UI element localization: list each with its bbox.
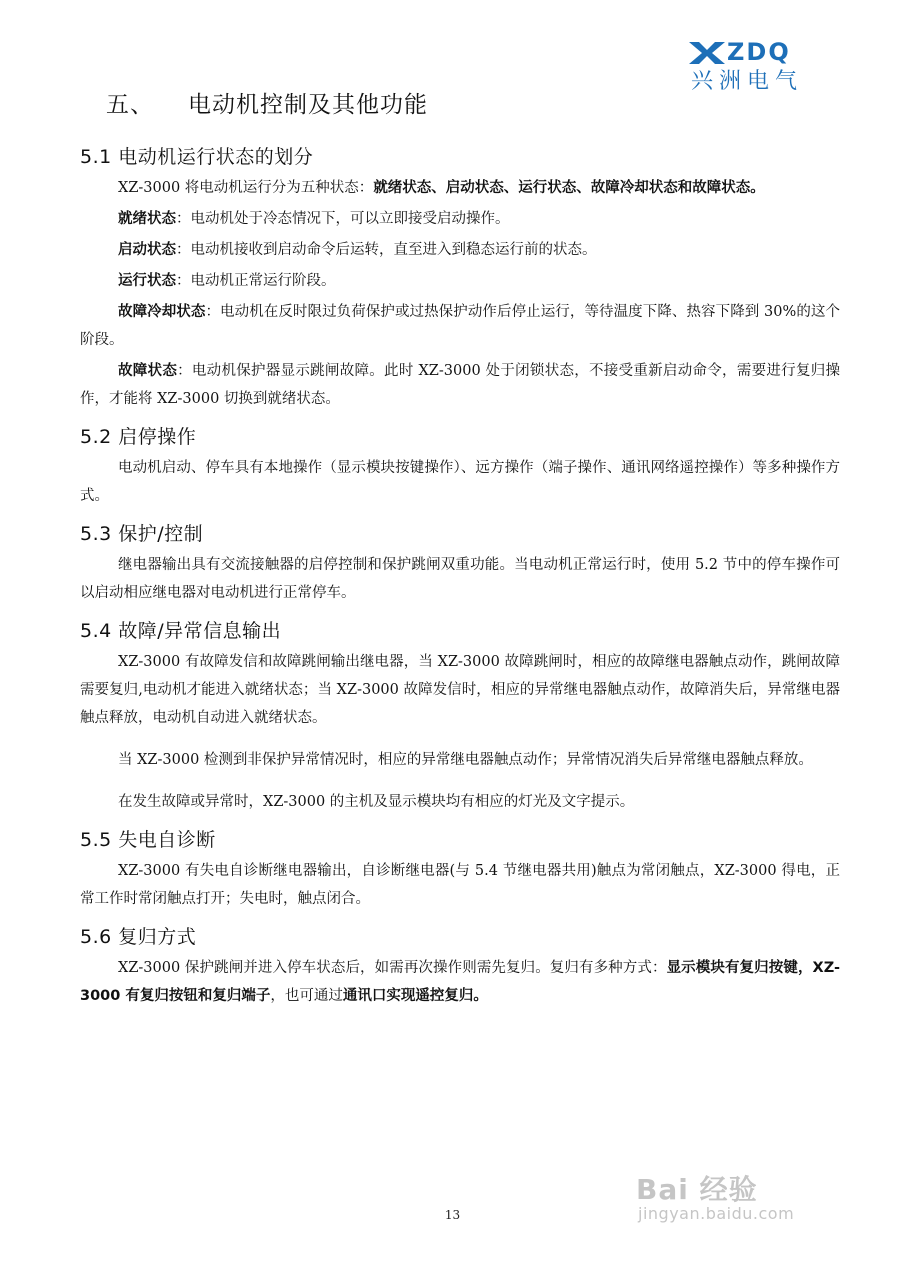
watermark-brand: Bai 经验 xyxy=(636,1173,758,1206)
company-logo xyxy=(687,38,837,92)
paragraph: XZ-3000 有失电自诊断继电器输出，自诊断继电器(与 5.4 节继电器共用)触点为常闭触点，XZ-3000 得电，正常工作时常闭触点打开；失电时，触点闭合。 xyxy=(80,863,840,907)
state-start xyxy=(80,236,840,264)
text: XZ-3000 保护跳闸并进入停车状态后，如需再次操作则需先复归。复归有多种方式： xyxy=(118,960,667,976)
section-heading: 5.5 失电自诊断 xyxy=(80,829,216,851)
document-body xyxy=(80,143,840,1010)
bold-text: 就绪状态、启动状态、运行状态、故障冷却状态和故障状态。 xyxy=(373,180,765,196)
state-fault xyxy=(80,357,840,413)
logo-chinese-name: 兴洲电气 xyxy=(691,69,804,94)
state-run xyxy=(80,267,840,295)
section-5-5 xyxy=(80,826,840,913)
section-heading: 5.1 电动机运行状态的划分 xyxy=(80,146,314,168)
state-label: 故障状态 xyxy=(118,363,178,379)
section-heading: 5.4 故障/异常信息输出 xyxy=(80,620,282,642)
section-heading: 5.6 复归方式 xyxy=(80,926,197,948)
text: XZ-3000 将电动机运行分为五种状态： xyxy=(118,180,374,196)
paragraph: 当 XZ-3000 检测到非保护异常情况时，相应的异常继电器触点动作；异常情况消失后异常继电器触点释放。 xyxy=(118,752,813,768)
page-number: 13 xyxy=(444,1208,461,1222)
section-heading: 5.3 保护/控制 xyxy=(80,523,204,545)
text: ，也可通过 xyxy=(270,988,343,1004)
paragraph xyxy=(80,174,840,202)
state-label: 启动状态 xyxy=(118,242,176,258)
state-label: 就绪状态 xyxy=(118,211,176,227)
paragraph: XZ-3000 有故障发信和故障跳闸输出继电器，当 XZ-3000 故障跳闸时，相应的故障继电器触点动作，跳闸故障需要复归,电动机才能进入就绪状态；当 XZ-3000 故障发信时，相应的异常继电器触点动作，故障消失后，异常继电器触点释放，电动机自动进入就绪状态。 xyxy=(80,654,840,726)
state-label: 运行状态 xyxy=(118,273,176,289)
state-description: ：电动机处于冷态情况下，可以立即接受启动操作。 xyxy=(176,211,510,227)
state-fault-cooling xyxy=(80,298,840,354)
zdq-x-mark-icon xyxy=(687,42,727,64)
paragraph: 在发生故障或异常时，XZ-3000 的主机及显示模块均有相应的灯光及文字提示。 xyxy=(118,794,635,810)
state-description: ：电动机在反时限过负荷保护或过热保护动作后停止运行，等待温度下降、热容下降到 30%的这个阶段。 xyxy=(80,304,841,348)
bold-text: 通讯口实现遥控复归。 xyxy=(342,988,488,1004)
chapter-title xyxy=(106,86,428,119)
section-5-6 xyxy=(80,923,840,1010)
bold-text: 显示模块有复归按键，XZ-3000 有复归按钮和复归端子 xyxy=(80,960,840,1004)
section-heading: 5.2 启停操作 xyxy=(80,426,197,448)
logo-letters: ZDQ xyxy=(727,38,791,66)
section-5-3 xyxy=(80,520,840,607)
paragraph: 电动机启动、停车具有本地操作（显示模块按键操作）、远方操作（端子操作、通讯网络遥控操作）等多种操作方式。 xyxy=(80,460,840,504)
state-ready xyxy=(80,205,840,233)
section-5-2 xyxy=(80,423,840,510)
watermark-url: jingyan.baidu.com xyxy=(638,1204,795,1223)
state-description: ：电动机接收到启动命令后运转，直至进入到稳态运行前的状态。 xyxy=(176,242,597,258)
state-description: ：电动机正常运行阶段。 xyxy=(176,273,336,289)
state-description: ：电动机保护器显示跳闸故障。此时 XZ-3000 处于闭锁状态，不接受重新启动命令，需要进行复归操作，才能将 XZ-3000 切换到就绪状态。 xyxy=(80,363,840,407)
section-5-1 xyxy=(80,143,840,413)
paragraph: 继电器输出具有交流接触器的启停控制和保护跳闸双重功能。当电动机正常运行时，使用 5.2 节中的停车操作可以启动相应继电器对电动机进行正常停车。 xyxy=(80,557,840,601)
chapter-title-text: 电动机控制及其他功能 xyxy=(188,92,428,118)
state-label: 故障冷却状态 xyxy=(118,304,206,320)
baidu-watermark xyxy=(636,1168,866,1232)
paragraph xyxy=(80,954,840,1010)
chapter-number: 五、 xyxy=(106,92,154,118)
section-5-4 xyxy=(80,617,840,816)
